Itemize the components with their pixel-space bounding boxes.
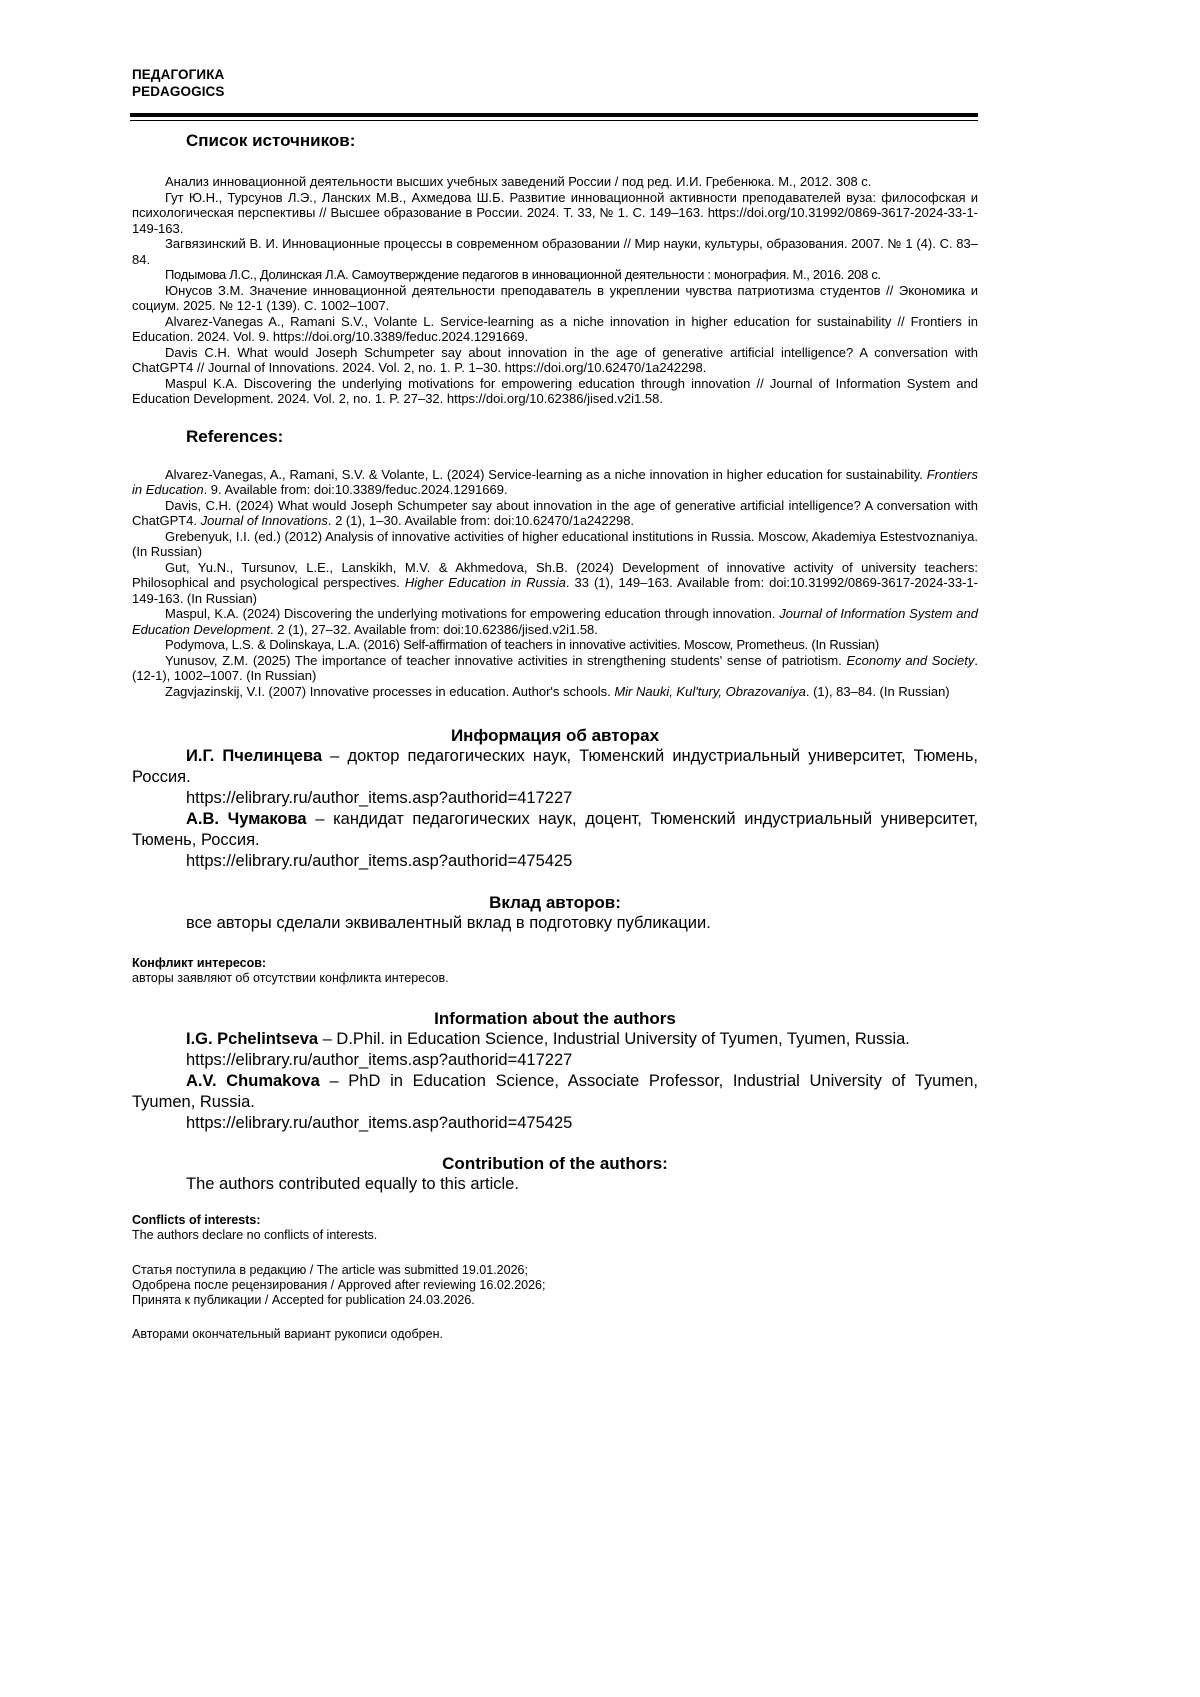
author-en-1-link[interactable]: https://elibrary.ru/author_items.asp?authorid=417227: [186, 1051, 573, 1069]
source-ru-item: Анализ инновационной деятельности высших учебных заведений России / под ред. И.И. Гребенюка. М., 2012. 308 с.: [165, 174, 872, 189]
author-name: И.Г. Пчелинцева: [186, 747, 323, 765]
author-en-2-link[interactable]: https://elibrary.ru/author_items.asp?authorid=475425: [186, 1114, 573, 1132]
journal-title: Mir Nauki, Kul'tury, Obrazovaniya: [614, 683, 806, 699]
author-ru-1-link[interactable]: https://elibrary.ru/author_items.asp?authorid=417227: [186, 789, 573, 807]
journal-title: Journal of Information System and Education Development: [132, 606, 978, 637]
conflict-en-text: The authors declare no conflicts of interests.: [132, 1228, 378, 1242]
date-submitted: Статья поступила в редакцию / The article was submitted 19.01.2026;: [132, 1263, 528, 1277]
journal-title: Economy and Society: [846, 652, 975, 668]
conflict-en-title: Conflicts of interests:: [132, 1213, 261, 1227]
reference-en-item: Davis, C.H. (2024) What would Joseph Schumpeter say about innovation in the age of generative artificial intelligence? A conversation with ChatGPT4. Journal of Innovations. 2 (1), 1–30. Available from: doi:10.62470/1a242298.: [132, 497, 978, 528]
contribution-ru-title: Вклад авторов:: [489, 893, 621, 912]
header-rule-thick: [130, 113, 978, 117]
author-name: A.V. Chumakova: [186, 1072, 320, 1090]
date-approved: Одобрена после рецензирования / Approved after reviewing 16.02.2026;: [132, 1278, 546, 1292]
running-header-ru: ПЕДАГОГИКА: [132, 67, 225, 82]
final-note: Авторами окончательный вариант рукописи одобрен.: [132, 1327, 443, 1341]
references-en-list: [132, 467, 978, 700]
author-name: А.В. Чумакова: [186, 810, 307, 828]
main-content: [132, 130, 978, 1342]
source-ru-item: Alvarez-Vanegas A., Ramani S.V., Volante L. Service-learning as a niche innovation in higher education for sustainability // Frontiers in Education. 2024. Vol. 9. https://doi.org/10.3389/feduc.2024.1291669.: [132, 313, 978, 344]
reference-en-item: Gut, Yu.N., Tursunov, L.E., Lanskikh, M.V. & Akhmedova, Sh.B. (2024) Development of innovative activity of university teachers: Philosophical and psychological perspectives. Higher Education in Russia. 33 (1), 149–163. Available from: doi:10.31992/0869-3617-2024-33-1-149-163. (In Russian): [132, 559, 978, 606]
source-ru-item: Подымова Л.С., Долинская Л.А. Самоутверждение педагогов в инновационной деятельности : монография. М., 2016. 208 с.: [165, 267, 881, 282]
reference-en-item: Zagvjazinskij, V.I. (2007) Innovative processes in education. Author's schools. Mir Nauki, Kul'tury, Obrazovaniya. (1), 83–84. (In Russian): [165, 683, 950, 699]
sources-ru-list: [132, 174, 978, 407]
contribution-ru-text: все авторы сделали эквивалентный вклад в подготовку публикации.: [186, 914, 711, 932]
date-accepted: Принята к публикации / Accepted for publication 24.03.2026.: [132, 1293, 475, 1307]
author-ru-2-link[interactable]: https://elibrary.ru/author_items.asp?authorid=475425: [186, 852, 573, 870]
author-en-1: I.G. Pchelintseva – D.Phil. in Education Science, Industrial University of Tyumen, Tyumen, Russia.: [186, 1030, 910, 1048]
author-name: I.G. Pchelintseva: [186, 1030, 319, 1048]
authors-ru-title: Информация об авторах: [450, 726, 660, 745]
header-rule-thin: [130, 120, 978, 121]
reference-en-item: Grebenyuk, I.I. (ed.) (2012) Analysis of innovative activities of higher educational institutions in Russia. Moscow, Akademiya Estestvoznaniya. (In Russian): [132, 528, 978, 559]
sources-ru-title: Список источников:: [186, 131, 356, 150]
running-header-en: PEDAGOGICS: [132, 84, 225, 99]
authors-en-title: Information about the authors: [434, 1009, 676, 1028]
references-en-title: References:: [186, 426, 284, 446]
conflict-ru-title: Конфликт интересов:: [132, 956, 267, 970]
journal-title: Frontiers in Education: [132, 466, 978, 497]
source-ru-item: Davis C.H. What would Joseph Schumpeter say about innovation in the age of generative artificial intelligence? A conversation with ChatGPT4 // Journal of Innovations. 2024. Vol. 2, no. 1. P. 1–30. https://doi.org/10.62470/1a242298.: [132, 344, 978, 375]
contribution-en-text: The authors contributed equally to this article.: [186, 1175, 519, 1193]
contribution-en-title: Contribution of the authors:: [442, 1154, 668, 1173]
author-en-2: A.V. Chumakova – PhD in Education Science, Associate Professor, Industrial University of Tyumen, Tyumen, Russia.: [132, 1072, 978, 1111]
author-ru-2: А.В. Чумакова – кандидат педагогических наук, доцент, Тюменский индустриальный университет, Тюмень, Россия.: [132, 810, 978, 849]
reference-en-item: Maspul, K.A. (2024) Discovering the underlying motivations for empowering education through innovation. Journal of Information System and Education Development. 2 (1), 27–32. Available from: doi:10.62386/jised.v2i1.58.: [132, 606, 978, 637]
reference-en-item: Alvarez-Vanegas, A., Ramani, S.V. & Volante, L. (2024) Service-learning as a niche innovation in higher education for sustainability. Frontiers in Education. 9. Available from: doi:10.3389/feduc.2024.1291669.: [132, 466, 978, 497]
source-ru-item: Гут Ю.Н., Турсунов Л.Э., Ланских М.В., Ахмедова Ш.Б. Развитие инновационной активности преподавателей вуза: философская и психологическая перспективы // Высшее образование в России. 2024. Т. 33, № 1. С. 149–163. https://doi.org/10.31992/0869-3617-2024-33-1-149-163.: [132, 189, 978, 236]
reference-en-item: Podymova, L.S. & Dolinskaya, L.A. (2016) Self-affirmation of teachers in innovative activities. Moscow, Prometheus. (In Russian): [165, 637, 880, 652]
running-header: [132, 66, 225, 100]
journal-title: Higher Education in Russia: [404, 575, 566, 590]
conflict-ru-text: авторы заявляют об отсутствии конфликта интересов.: [132, 971, 449, 985]
author-ru-1: И.Г. Пчелинцева – доктор педагогических наук, Тюменский индустриальный университет, Тюмень, Россия.: [132, 747, 978, 786]
source-ru-item: Maspul K.A. Discovering the underlying motivations for empowering education through innovation // Journal of Information System and Education Development. 2024. Vol. 2, no. 1. P. 27–32. https://doi.org/10.62386/jised.v2i1.58.: [132, 375, 978, 406]
journal-title: Journal of Innovations: [200, 513, 328, 528]
reference-en-item: Yunusov, Z.M. (2025) The importance of teacher innovative activities in strengthening students' sense of patriotism. Economy and Society. (12-1), 1002–1007. (In Russian): [132, 652, 978, 683]
article-dates: [132, 1263, 978, 1308]
source-ru-item: Загвязинский В. И. Инновационные процессы в современном образовании // Мир науки, культуры, образования. 2007. № 1 (4). С. 83–84.: [132, 236, 978, 267]
source-ru-item: Юнусов З.М. Значение инновационной деятельности преподаватель в укреплении чувства патриотизма студентов // Экономика и социум. 2025. № 12-1 (139). С. 1002–1007.: [132, 282, 978, 313]
